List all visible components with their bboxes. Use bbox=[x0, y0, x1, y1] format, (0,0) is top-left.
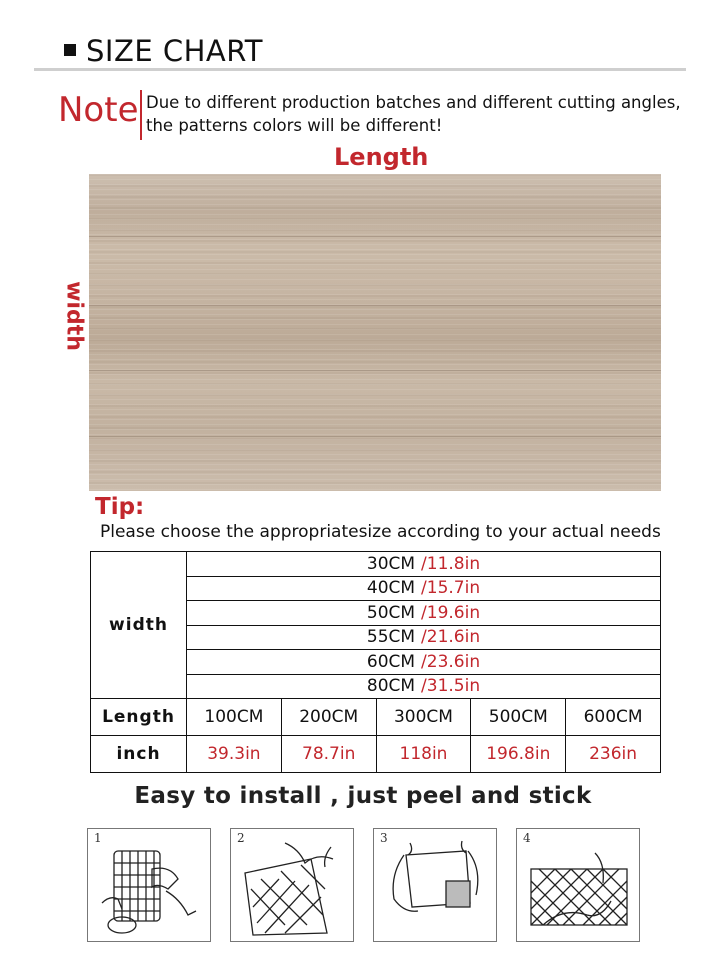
width-inch: /31.5in bbox=[421, 676, 481, 697]
finished-wall-illustration bbox=[517, 829, 641, 943]
length-header: Length bbox=[91, 699, 187, 735]
inch-cell: 78.7in bbox=[282, 736, 377, 772]
width-inch: /15.7in bbox=[421, 578, 481, 599]
length-dimension-label: Length bbox=[334, 143, 429, 171]
install-steps bbox=[87, 828, 647, 946]
step-number: 2 bbox=[237, 831, 245, 845]
width-inch: /21.6in bbox=[421, 627, 481, 648]
length-cell: 500CM bbox=[471, 699, 566, 735]
inch-cell: 39.3in bbox=[187, 736, 282, 772]
smooth-sheet-illustration bbox=[374, 829, 498, 943]
inch-cell: 118in bbox=[377, 736, 472, 772]
page-title bbox=[64, 34, 263, 68]
width-cm: 40CM bbox=[366, 578, 416, 599]
install-step-4 bbox=[516, 828, 640, 942]
width-row bbox=[187, 552, 660, 577]
width-row bbox=[187, 577, 660, 602]
width-cm: 30CM bbox=[366, 553, 416, 574]
note-text bbox=[146, 91, 681, 137]
header-divider bbox=[34, 68, 686, 71]
width-cm: 50CM bbox=[366, 602, 416, 623]
width-cm: 60CM bbox=[366, 651, 416, 672]
width-section bbox=[91, 552, 660, 699]
inch-cell: 196.8in bbox=[471, 736, 566, 772]
step-number: 3 bbox=[380, 831, 388, 845]
size-table bbox=[90, 551, 661, 773]
width-row bbox=[187, 675, 660, 699]
width-inch: /23.6in bbox=[421, 651, 481, 672]
page-title-text: SIZE CHART bbox=[86, 34, 264, 68]
length-cell: 200CM bbox=[282, 699, 377, 735]
note-label: Note bbox=[58, 90, 139, 130]
install-step-2 bbox=[230, 828, 354, 942]
length-cell: 600CM bbox=[583, 707, 643, 727]
width-row bbox=[187, 626, 660, 651]
width-cm: 55CM bbox=[366, 627, 416, 648]
note-line-2: the patterns colors will be different! bbox=[146, 116, 443, 135]
tip-title: Tip: bbox=[95, 494, 145, 520]
width-row bbox=[187, 601, 660, 626]
note-divider bbox=[140, 90, 142, 140]
length-row bbox=[91, 699, 660, 736]
width-header: width bbox=[91, 552, 187, 698]
width-inch: /11.8in bbox=[421, 553, 481, 574]
inch-cell: 236in bbox=[589, 744, 638, 764]
step-number: 4 bbox=[523, 831, 531, 845]
width-cm: 80CM bbox=[366, 676, 416, 697]
width-row bbox=[187, 650, 660, 675]
square-bullet-icon bbox=[64, 44, 76, 56]
width-inch: /19.6in bbox=[421, 602, 481, 623]
inch-row bbox=[91, 736, 660, 772]
tip-text: Please choose the appropriatesize according to your actual needs bbox=[100, 522, 661, 542]
install-title: Easy to install , just peel and stick bbox=[134, 783, 592, 809]
width-values bbox=[187, 552, 660, 698]
install-step-1 bbox=[87, 828, 211, 942]
inch-header: inch bbox=[91, 736, 187, 772]
apply-sheet-illustration bbox=[231, 829, 355, 943]
install-step-3 bbox=[373, 828, 497, 942]
wood-grain-sample-image bbox=[89, 174, 661, 491]
note-line-1: Due to different production batches and different cutting angles, bbox=[146, 93, 681, 112]
length-cell: 300CM bbox=[377, 699, 472, 735]
step-number: 1 bbox=[94, 831, 102, 845]
peel-backing-illustration bbox=[88, 829, 212, 943]
width-dimension-label: width bbox=[61, 281, 87, 351]
length-cell: 100CM bbox=[187, 699, 282, 735]
